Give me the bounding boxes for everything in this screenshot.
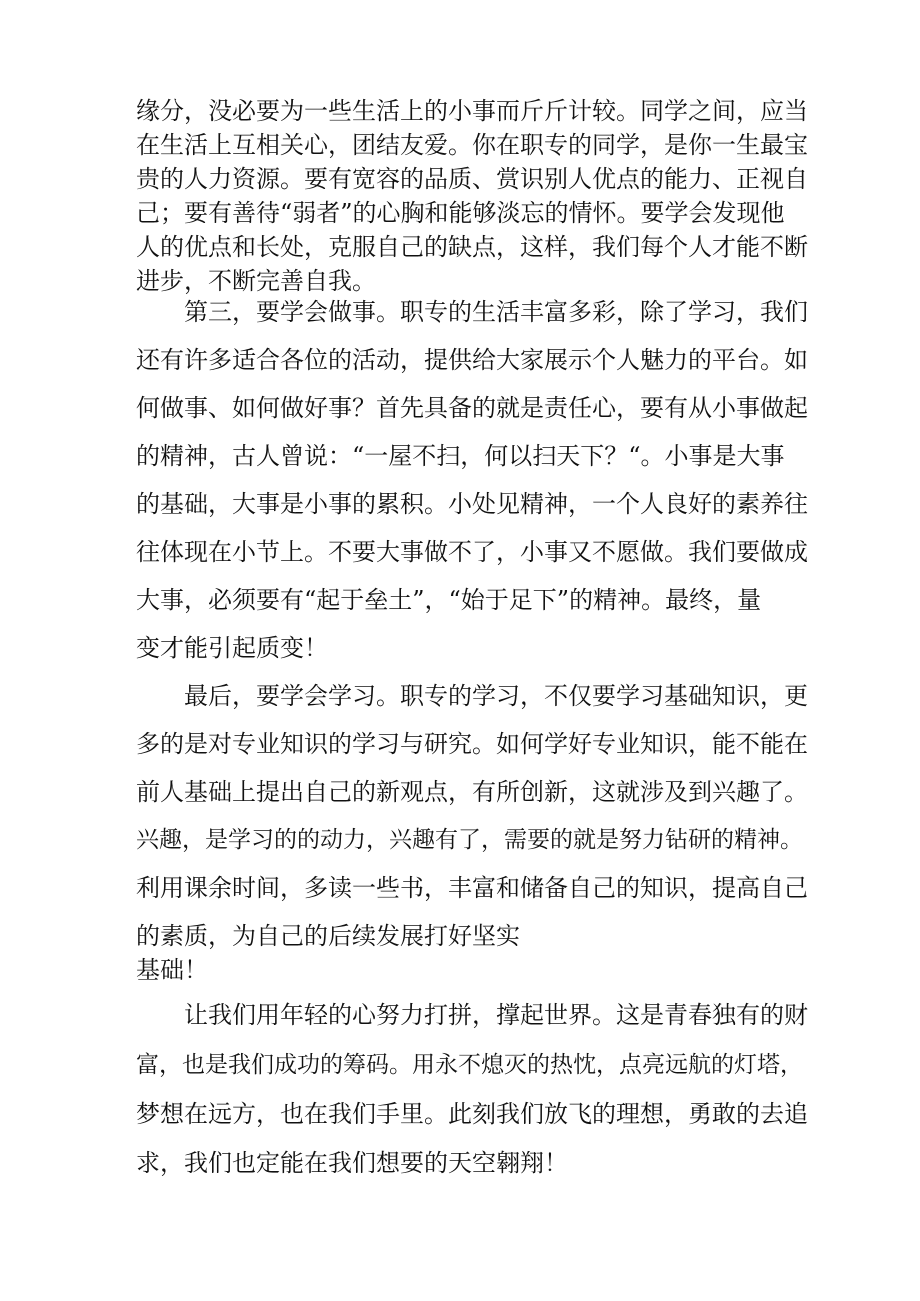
text-line: 最后，要学会学习。职专的学习，不仅要学习基础知识，更 xyxy=(184,682,808,710)
text-line: 梦想在远方，也在我们手里。此刻我们放飞的理想，勇敢的去追 xyxy=(136,1100,808,1128)
text-line: 的精神，古人曾说：“一屋不扫，何以扫天下？“。小事是大事 xyxy=(136,442,785,470)
text-line: 己；要有善待“弱者”的心胸和能够淡忘的情怀。要学会发现他 xyxy=(136,199,785,227)
text-line: 基础！ xyxy=(136,956,208,984)
text-line: 还有许多适合各位的活动，提供给大家展示个人魅力的平台。如 xyxy=(136,346,808,374)
text-line: 富，也是我们成功的筹码。用永不熄灭的热忱，点亮远航的灯塔， xyxy=(136,1052,803,1078)
text-line: 利用课余时间，多读一些书，丰富和储备自己的知识，提高自己 xyxy=(136,874,808,902)
text-line: 让我们用年轻的心努力打拼，撑起世界。这是青春独有的财 xyxy=(184,1001,808,1029)
text-line: 变才能引起质变！ xyxy=(136,634,328,662)
text-line: 缘分，没必要为一些生活上的小事而斤斤计较。同学之间，应当 xyxy=(136,97,808,125)
text-line: 人的优点和长处，克服自己的缺点，这样，我们每个人才能不断 xyxy=(136,233,808,261)
text-line: 贵的人力资源。要有宽容的品质、赏识别人优点的能力、正视自 xyxy=(136,165,808,193)
text-line: 求，我们也定能在我们想要的天空翱翔！ xyxy=(136,1149,568,1177)
text-line: 在生活上互相关心，团结友爱。你在职专的同学，是你一生最宝 xyxy=(136,131,808,159)
text-line: 进步，不断完善自我。 xyxy=(136,267,376,295)
text-line: 的基础，大事是小事的累积。小处见精神，一个人良好的素养往 xyxy=(136,490,808,518)
text-line: 多的是对专业知识的学习与研究。如何学好专业知识，能不能在 xyxy=(136,730,808,758)
text-line: 的素质，为自己的后续发展打好坚实 xyxy=(136,922,520,950)
text-line: 何做事、如何做好事？首先具备的就是责任心，要有从小事做起 xyxy=(136,394,808,422)
text-line: 大事，必须要有“起于垒土”，“始于足下”的精神。最终，量 xyxy=(136,586,762,614)
text-line: 往体现在小节上。不要大事做不了，小事又不愿做。我们要做成 xyxy=(136,538,808,566)
text-line: 第三，要学会做事。职专的生活丰富多彩，除了学习，我们 xyxy=(184,298,808,326)
text-line: 前人基础上提出自己的新观点，有所创新，这就涉及到兴趣了。 xyxy=(136,778,808,806)
text-line: 兴趣，是学习的的动力，兴趣有了，需要的就是努力钻研的精神。 xyxy=(136,827,803,853)
